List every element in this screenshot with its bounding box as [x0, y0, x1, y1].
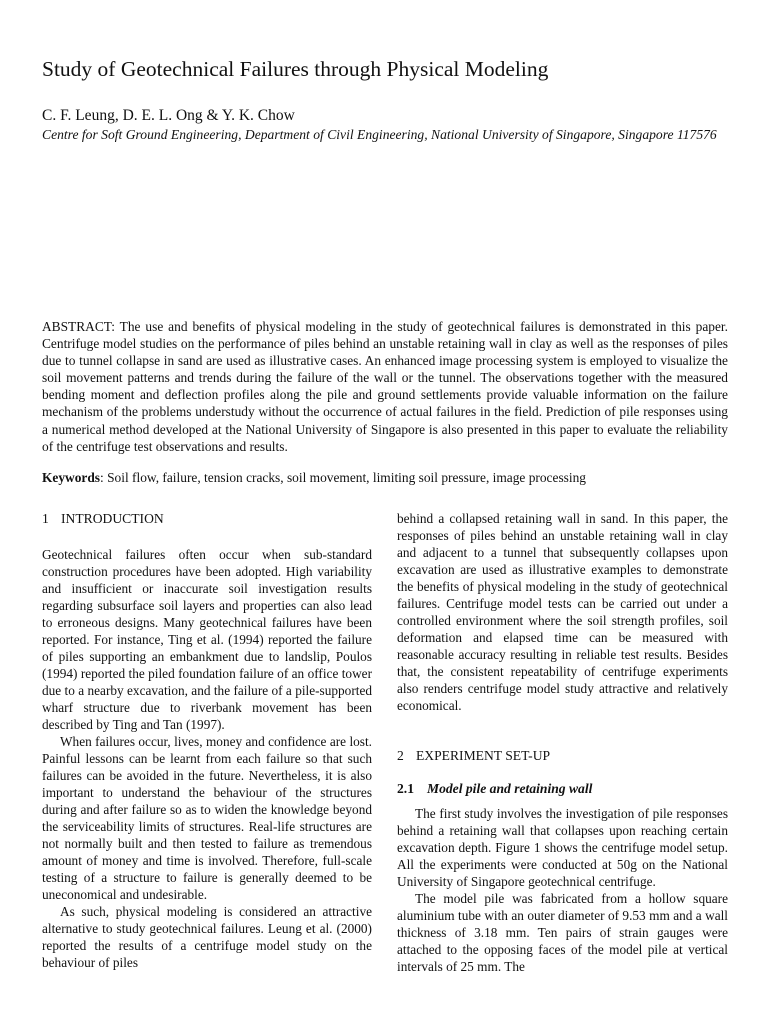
keywords [42, 469, 728, 486]
section-heading-experiment-setup [397, 747, 728, 764]
affiliation: Centre for Soft Ground Engineering, Department of Civil Engineering, National University of Singapore, Singapore 117576 [42, 127, 717, 142]
right-column [397, 510, 728, 975]
keywords-label: Keywords [42, 470, 101, 485]
abstract-label: ABSTRACT: [42, 319, 115, 334]
left-column [42, 510, 372, 971]
section-title: EXPERIMENT SET-UP [416, 748, 551, 763]
abstract-text: The use and benefits of physical modeling in the study of geotechnical failures is demonstrated in this paper. Centrifuge model studies on the performance of piles behind an unstable retaining wall in clay as well as the responses of piles due to tunnel collapse in sand are used as illustrative cases. An enhanced image processing system is employed to visualize the soil movement patterns and trends during the failure of the wall or the tunnel. The observations together with the measured bending moment and deflection profiles along the pile and ground settlements provide valuable information on the failure mechanism of the problems understudy without the occurrence of actual failures in the field. Prediction of pile responses using a numerical method developed at the National University of Singapore is also presented in this paper to evaluate the reliability of the centrifuge test observations and results. [42, 319, 728, 454]
section-title: INTRODUCTION [61, 511, 164, 526]
keywords-text: : Soil flow, failure, tension cracks, soil movement, limiting soil pressure, image processing [100, 470, 586, 485]
intro-paragraph-2: When failures occur, lives, money and confidence are lost. Painful lessons can be learnt from each failure so that such failures can be avoided in the future. Nevertheless, it is also important to understand the behaviour of the structures during and after failure so as to widen the knowledge beyond the serviceability limits of structures. Real-life structures are not normally built and then tested to failure as tremendous amount of money and time is involved. Therefore, full-scale testing of a structure to failure is generally deemed to be uneconomical and undesirable. [42, 734, 372, 902]
section-heading-introduction [42, 510, 372, 527]
setup-paragraph-2: The model pile was fabricated from a hollow square aluminium tube with an outer diameter of 9.53 mm and a wall thickness of 3.18 mm. Ten pairs of strain gauges were attached to the opposing faces of the model pile at vertical intervals of 25 mm. The [397, 891, 728, 974]
abstract [42, 318, 728, 455]
setup-paragraph-1: The first study involves the investigation of pile responses behind a retaining wall that collapses upon reaching certain excavation depth. Figure 1 shows the centrifuge model setup. All the experiments were conducted at 50g on the National University of Singapore geotechnical centrifuge. [397, 806, 728, 889]
section-number: 2 [397, 748, 404, 763]
authors: C. F. Leung, D. E. L. Ong & Y. K. Chow [42, 107, 295, 124]
subsection-title: Model pile and retaining wall [427, 781, 593, 796]
intro-paragraph-3: As such, physical modeling is considered an attractive alternative to study geotechnical failures. Leung et al. (2000) reported the results of a centrifuge model study on the behaviour of piles [42, 904, 372, 970]
intro-paragraph-3-continued: behind a collapsed retaining wall in sand. In this paper, the responses of piles behind an unstable retaining wall in clay and adjacent to a tunnel that subsequently collapses upon excavation are used as illustrative examples to demonstrate the benefits of physical modeling in the study of geotechnical failures. Centrifuge model tests can be carried out under a controlled environment where the soil strength profiles, soil deformation and elapsed time can be measured with reasonable accuracy resulting in reliable test results. Besides that, the consistent repeatability of centrifuge experiments also renders centrifuge model study attractive and relatively economical. [397, 511, 728, 713]
subsection-number: 2.1 [397, 781, 414, 796]
section-number: 1 [42, 511, 49, 526]
subsection-heading-model-pile [397, 780, 728, 797]
paper-title: Study of Geotechnical Failures through Physical Modeling [42, 57, 549, 81]
intro-paragraph-1: Geotechnical failures often occur when sub-standard construction procedures have been adopted. High variability and insufficient or inaccurate soil investigation results regarding subsurface soil layers and properties can also lead to erroneous designs. Many geotechnical failures have been reported. For instance, Ting et al. (1994) reported the failure of piles supporting an embankment due to landslip, Poulos (1994) reported the piled foundation failure of an office tower due to a nearby excavation, and the failure of a pile-supported wharf structure due to riverbank movement has been described by Ting and Tan (1997). [42, 547, 372, 732]
